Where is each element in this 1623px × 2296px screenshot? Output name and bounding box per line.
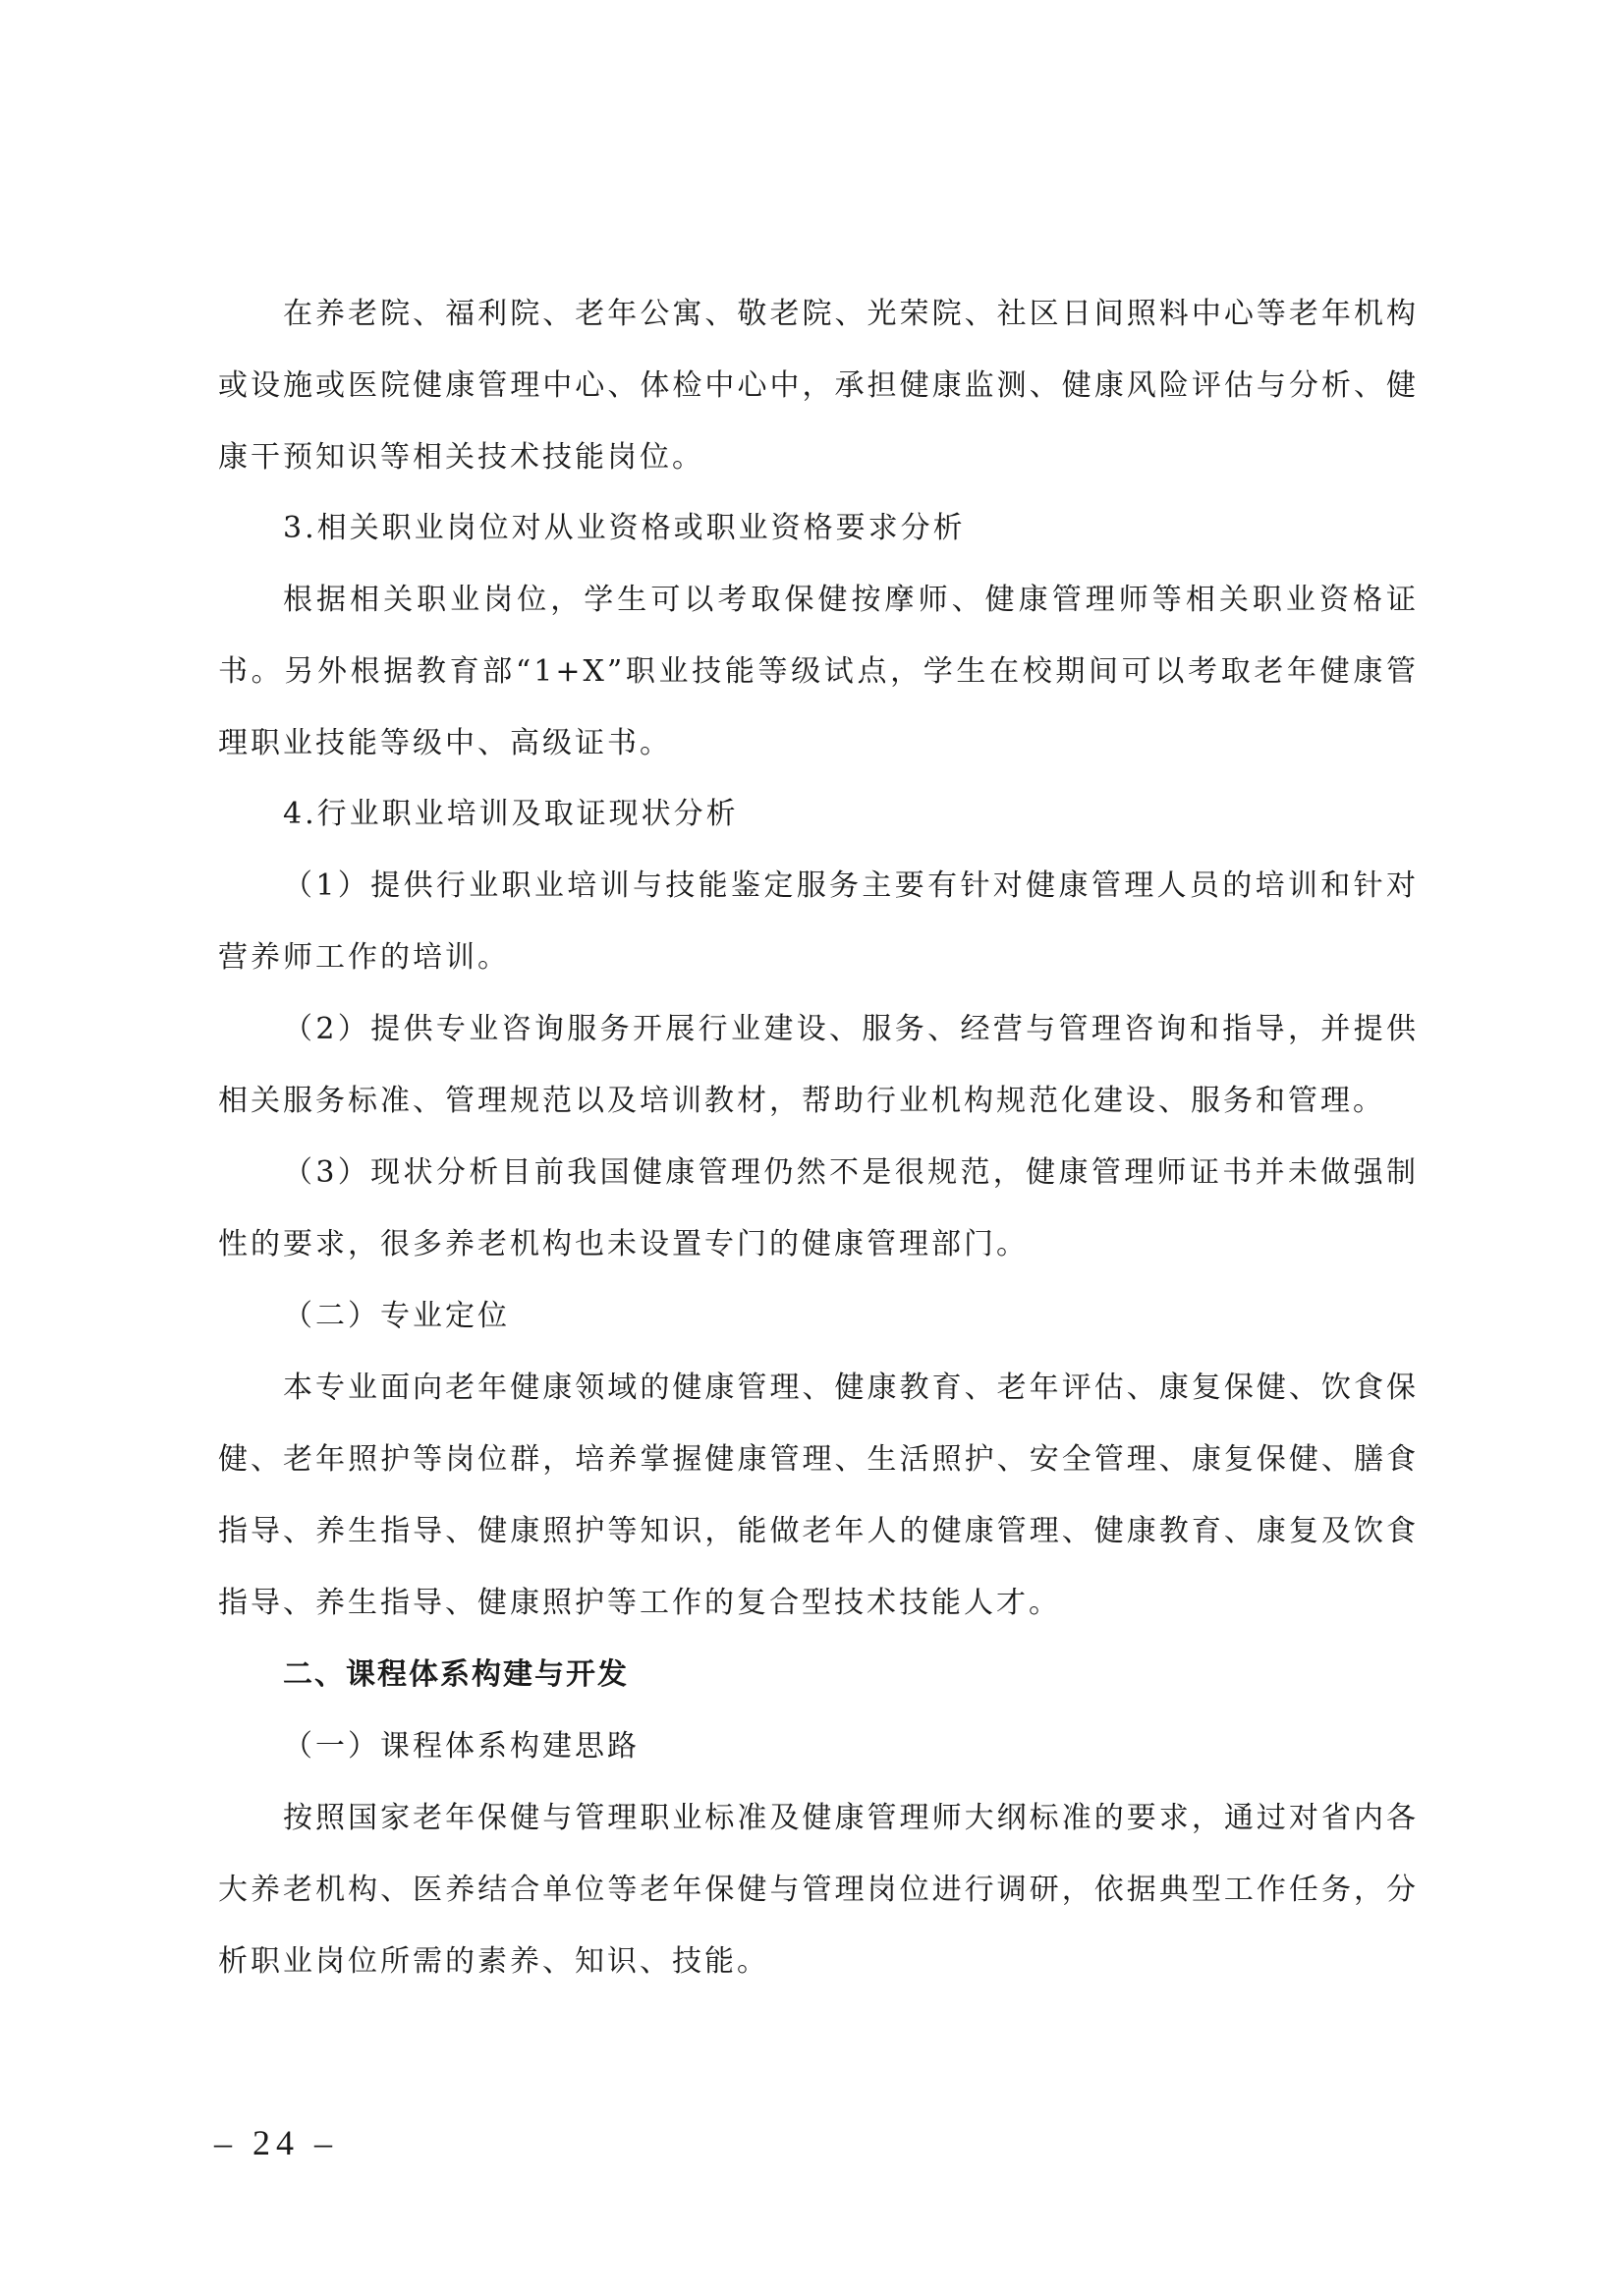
page-number: – 24 – (214, 2123, 338, 2162)
paragraph-curriculum-approach: 按照国家老年保健与管理职业标准及健康管理师大纲标准的要求，通过对省内各大养老机构、医养结合单位等老年保健与管理岗位进行调研，依据典型工作任务，分析职业岗位所需的素养、知识、技能。 (218, 1801, 1419, 1979)
heading-training-status: 4.行业职业培训及取证现状分析 (283, 797, 739, 831)
subheading-professional-positioning: （二）专业定位 (283, 1299, 510, 1333)
section-heading-curriculum: 二、课程体系构建与开发 (283, 1657, 629, 1692)
list-item-training-3: （3）现状分析目前我国健康管理仍然不是很规范，健康管理师证书并未做强制性的要求，很多养老机构也未设置专门的健康管理部门。 (218, 1155, 1419, 1261)
list-item-training-2: （2）提供专业咨询服务开展行业建设、服务、经营与管理咨询和指导，并提供相关服务标准、管理规范以及培训教材，帮助行业机构规范化建设、服务和管理。 (218, 1012, 1419, 1118)
list-item-training-1: （1）提供行业职业培训与技能鉴定服务主要有针对健康管理人员的培训和针对营养师工作的培训。 (218, 868, 1419, 975)
heading-qualification-requirements: 3.相关职业岗位对从业资格或职业资格要求分析 (283, 511, 966, 545)
paragraph-job-positions: 在养老院、福利院、老年公寓、敬老院、光荣院、社区日间照料中心等老年机构或设施或医院健康管理中心、体检中心中，承担健康监测、健康风险评估与分析、健康干预知识等相关技术技能岗位。 (218, 297, 1419, 475)
paragraph-professional-positioning: 本专业面向老年健康领域的健康管理、健康教育、老年评估、康复保健、饮食保健、老年照护等岗位群，培养掌握健康管理、生活照护、安全管理、康复保健、膳食指导、养生指导、健康照护等知识，能做老年人的健康管理、健康教育、康复及饮食指导、养生指导、健康照护等工作的复合型技术技能人才。 (218, 1371, 1419, 1620)
paragraph-qualification-certificates: 根据相关职业岗位，学生可以考取保健按摩师、健康管理师等相关职业资格证书。另外根据教育部“1+X”职业技能等级试点，学生在校期间可以考取老年健康管理职业技能等级中、高级证书。 (218, 583, 1419, 760)
subheading-curriculum-approach: （一）课程体系构建思路 (283, 1729, 640, 1764)
